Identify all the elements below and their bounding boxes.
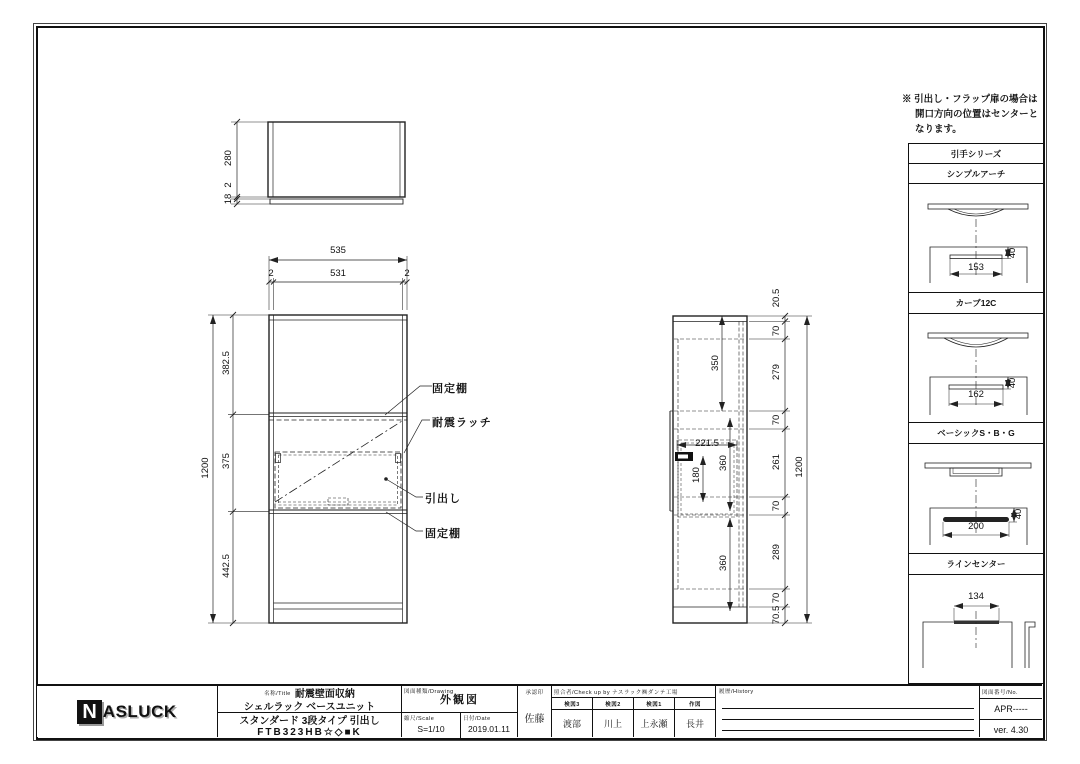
- side-view-drawing: [640, 290, 860, 650]
- approval-label: 承認印: [525, 690, 544, 696]
- handle-height-dim: 40: [1007, 247, 1018, 259]
- top-depth-dim: 280: [223, 150, 234, 166]
- product-code: FTB323HB☆◇■K: [257, 727, 362, 738]
- side-handle-height-dim: 180: [691, 467, 702, 483]
- nasluck-logo-text: ASLUCK: [102, 701, 177, 721]
- side-chain-dim: 261: [771, 454, 782, 470]
- front-upper-height-dim: 382.5: [221, 351, 232, 375]
- name-label: 名称/Title: [264, 690, 291, 697]
- check-name: 上永瀬: [634, 710, 675, 737]
- side-chain-dim: 20.5: [771, 288, 782, 308]
- side-lower-opening-dim: 360: [718, 555, 729, 571]
- scale-value: S=1/10: [417, 724, 445, 734]
- note-line: 開口方向の位置はセンターと: [915, 109, 1039, 120]
- handle-section-name: ベーシックS・B・G: [909, 423, 1043, 444]
- handle-panel-title: 引手シリーズ: [909, 144, 1043, 164]
- approver-name: 佐藤: [524, 714, 545, 725]
- handle-section-name: カーブ12C: [909, 293, 1043, 314]
- drawing-type-label: 図面種類/Drawing: [404, 689, 454, 695]
- scale-label: 縮尺/Scale: [404, 716, 435, 722]
- check-name: 長井: [685, 719, 704, 729]
- top-gap-dim: 2: [223, 182, 234, 188]
- handle-width-dim: 200: [968, 521, 984, 532]
- title-block-approval-cell: [518, 686, 552, 737]
- side-chain-dim: 70: [771, 414, 782, 426]
- title-block-number-cell: [980, 686, 1042, 737]
- front-view-drawing: [200, 240, 490, 640]
- history-rule: [722, 719, 974, 720]
- product-spec: スタンダード 3段タイプ 引出し: [239, 716, 380, 726]
- side-chain-dim: 70.5: [771, 605, 782, 625]
- top-base-dim: 18: [223, 193, 234, 205]
- drawing-no-value: APR-----: [980, 699, 1042, 720]
- handle-section-name: ラインセンター: [909, 554, 1043, 575]
- handle-width-dim: 134: [968, 591, 984, 602]
- title-block: [37, 684, 1042, 737]
- side-chain-dim: 70: [771, 592, 782, 604]
- handle-width-dim: 153: [968, 262, 984, 273]
- check-name: 川上: [593, 710, 634, 737]
- front-right-panel-dim: 2: [404, 268, 410, 279]
- date-value: 2019.01.11: [468, 724, 510, 734]
- handle-height-dim: 40: [1007, 377, 1018, 389]
- handle-width-dim: 162: [968, 389, 984, 400]
- check-header: 照合者/Check up by ナスラック㈱ダンテ工場: [552, 686, 715, 698]
- drawing-type-value: 外観図: [440, 694, 479, 706]
- front-overall-height-dim: 1200: [200, 457, 211, 479]
- front-overall-width-dim: 535: [330, 245, 346, 256]
- check-name: 渡部: [552, 710, 593, 737]
- handle-height-dim: 40: [1013, 508, 1024, 520]
- label-fixed-shelf-upper: 固定棚: [432, 383, 468, 395]
- history-rule: [722, 708, 974, 709]
- version-value: ver. 4.30: [993, 724, 1029, 735]
- front-left-panel-dim: 2: [268, 268, 274, 279]
- front-lower-height-dim: 442.5: [221, 554, 232, 578]
- check-role: 検図1: [634, 698, 675, 709]
- handle-section-name: シンプルアーチ: [909, 164, 1043, 184]
- drawing-no-label: 図面番号/No.: [980, 686, 1042, 699]
- side-overall-height-dim: 1200: [794, 456, 805, 478]
- side-chain-dim: 70: [771, 325, 782, 337]
- check-role: 検図2: [593, 698, 634, 709]
- history-label: 履歴/History: [719, 689, 754, 695]
- label-seismic-latch: 耐震ラッチ: [432, 417, 492, 429]
- label-fixed-shelf-lower: 固定棚: [425, 528, 461, 540]
- side-chain-dim: 289: [771, 544, 782, 560]
- nasluck-logo: [37, 686, 217, 737]
- title-block-check-cell: [552, 686, 716, 737]
- side-chain-dim: 70: [771, 500, 782, 512]
- check-role: 作図: [688, 701, 701, 708]
- product-series: シェルラック ベースユニット: [218, 699, 401, 713]
- sheet-frame-inner: [36, 26, 1045, 740]
- side-upper-opening-dim: 350: [710, 355, 721, 371]
- product-type: 耐震壁面収納: [294, 689, 355, 699]
- front-inner-width-dim: 531: [330, 268, 346, 279]
- label-drawer: 引出し: [425, 493, 461, 505]
- check-role: 検図3: [552, 698, 593, 709]
- nasluck-logo-n: N: [77, 700, 101, 724]
- title-block-name-cell: [218, 686, 402, 737]
- history-rule: [722, 730, 974, 731]
- drawer-flap-note: [902, 92, 1052, 137]
- note-line: なります。: [915, 124, 962, 135]
- title-block-history-cell: [716, 686, 980, 737]
- date-label: 日付/Date: [463, 716, 491, 722]
- note-line: ※ 引出し・フラップ扉の場合は: [902, 94, 1038, 105]
- title-block-drawing-cell: [402, 686, 518, 737]
- title-block-logo-cell: [37, 686, 218, 737]
- front-middle-height-dim: 375: [221, 453, 232, 469]
- side-drawer-opening-dim: 360: [718, 455, 729, 471]
- side-drawer-depth-dim: 221.5: [695, 438, 719, 449]
- side-chain-dim: 279: [771, 364, 782, 380]
